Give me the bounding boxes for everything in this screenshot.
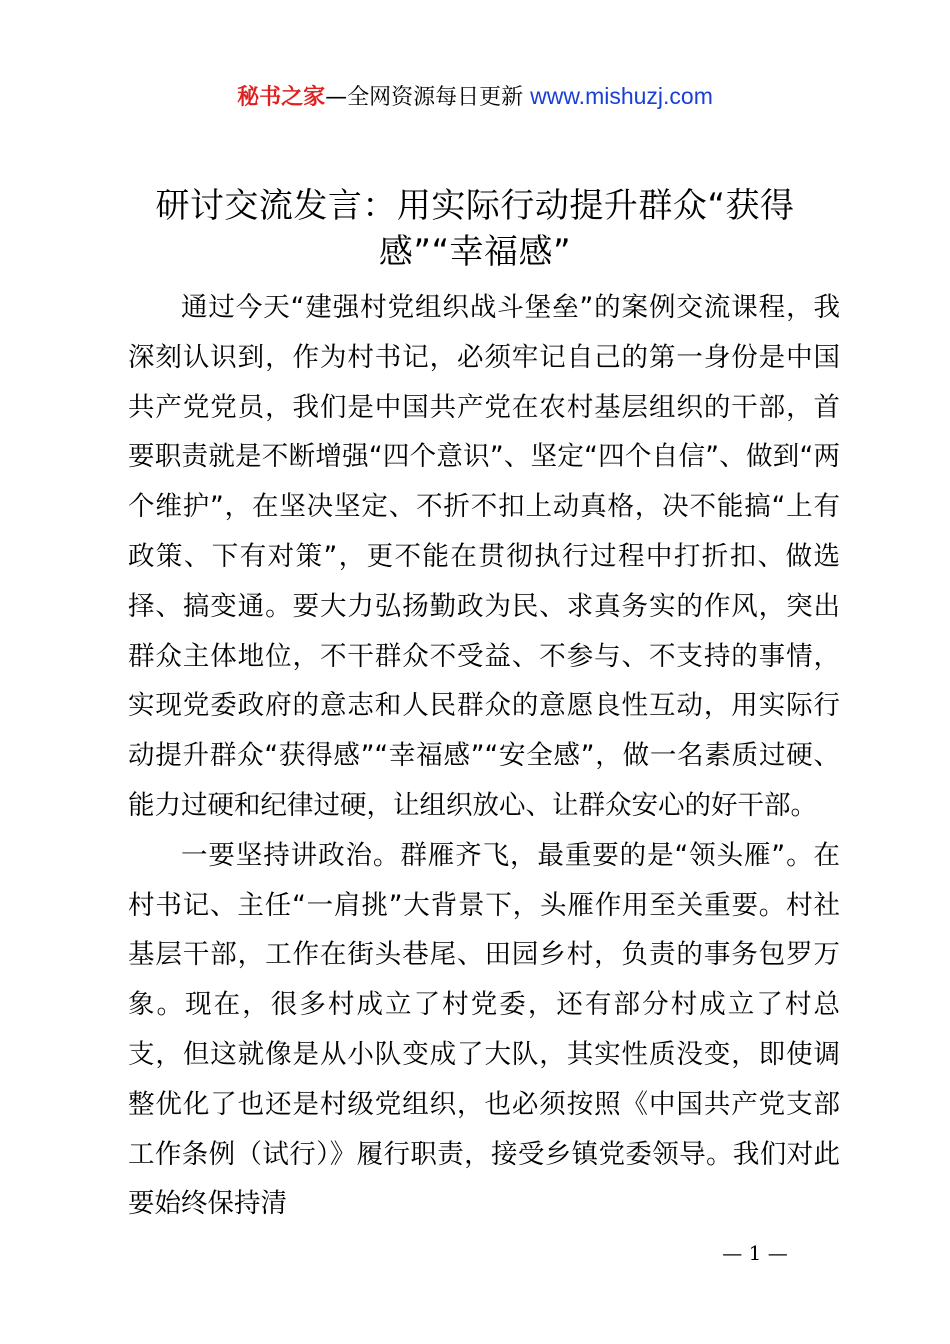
page-number: — 1 — bbox=[722, 1241, 788, 1265]
paragraph: 一要坚持讲政治。群雁齐飞，最重要的是“领头雁”。在村书记、主任“一肩挑”大背景下，头雁作用至关重要。村社基层干部，工作在街头巷尾、田园乡村，负责的事务包罗万象。现在，很多村成立了村党委，还有部分村成立了村总支，但这就像是从小队变成了大队，其实性质没变，即使调整优化了也还是村级党组织，也必须按照《中国共产党支部工作条例（试行）》履行职责，接受乡镇党委领导。我们对此要始终保持清 bbox=[128, 839, 840, 1220]
site-header bbox=[0, 80, 950, 114]
paragraph: 通过今天“建强村党组织战斗堡垒”的案例交流课程，我深刻认识到，作为村书记，必须牢记自己的第一身份是中国共产党党员，我们是中国共产党在农村基层组织的干部，首要职责就是不断增强“四个意识”、坚定“四个自信”、做到“两个维护”，在坚决坚定、不折不扣上动真格，决不能搞“上有政策、下有对策”，更不能在贯彻执行过程中打折扣、做选择、搞变通。要大力弘扬勤政为民、求真务实的作风，突出群众主体地位，不干群众不受益、不参与、不支持的事情，实现党委政府的意志和人民群众的意愿良性互动，用实际行动提升群众“获得感”“幸福感”“安全感”，做一名素质过硬、能力过硬和纪律过硬，让组织放心、让群众安心的好干部。 bbox=[128, 292, 840, 821]
site-url-link[interactable]: www.mishuzj.com bbox=[530, 83, 713, 109]
site-name: 秘书之家 bbox=[237, 85, 326, 110]
site-slogan: —全网资源每日更新 bbox=[325, 85, 531, 110]
document-body bbox=[128, 283, 840, 1229]
document-title: 研讨交流发言：用实际行动提升群众“获得感”“幸福感” bbox=[155, 186, 795, 272]
